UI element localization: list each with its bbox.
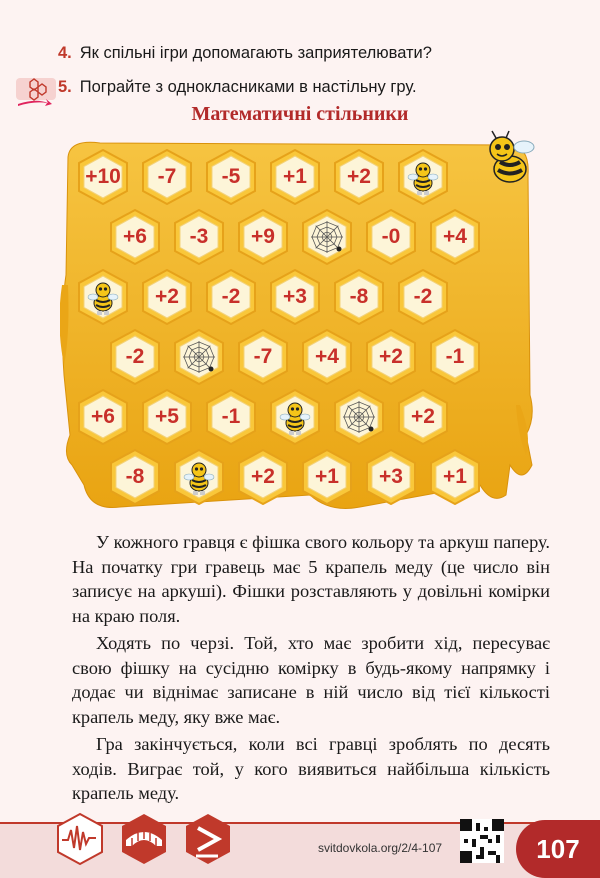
honeycomb-cell [299,329,355,385]
question-5 [58,78,417,97]
question-4 [58,44,432,63]
cell-value: -8 [125,465,145,488]
cell-value: -7 [253,345,273,368]
cell-value: +6 [91,405,115,428]
cell-value: +1 [443,465,467,488]
honeycomb-cell [363,209,419,265]
honeycomb-cell [171,209,227,265]
cell-value: +1 [283,165,307,188]
rules-text [72,530,550,809]
honeycomb-cell [235,329,291,385]
cell-value: +10 [85,165,121,188]
honeycomb-cell [427,449,483,505]
flying-bee-icon [478,129,542,193]
honeycomb-cell [395,389,451,445]
honeycomb-cell [203,149,259,205]
honeycomb-cell [107,449,163,505]
cell-value: -8 [349,285,369,308]
honeycomb-cell [267,269,323,325]
bee-icon [75,269,131,325]
honeycomb-cell [395,269,451,325]
honeycomb-cell [331,389,387,445]
honeycomb-cell [107,329,163,385]
cell-value: +1 [315,465,339,488]
honeycomb-cell [427,209,483,265]
question-text: Як спільні ігри допомагають заприятелювати? [79,44,432,62]
honeycomb-cell [299,209,355,265]
cell-value: +2 [155,285,179,308]
page-number: 107 [516,820,600,878]
honeycomb-cell [267,149,323,205]
honeycomb-cell [235,209,291,265]
footer-url[interactable]: svitdovkola.org/2/4-107 [318,841,443,855]
bee-icon [267,389,323,445]
honeycomb-cell [107,209,163,265]
cell-value: -7 [157,165,177,188]
cell-value: +4 [315,345,339,368]
honeycomb-cell [299,449,355,505]
honeycomb-cell [331,149,387,205]
cell-value: -2 [221,285,241,308]
cell-value: +2 [411,405,435,428]
rules-paragraph: Ходять по черзі. Той, хто має зробити хід, пересуває свою фішку на сусідню комірку в будь-якому напрямку і додає чи віднімає записане в ній число від тієї кількості крапель меду, яку вже має. [72,633,550,727]
cell-value: -2 [125,345,145,368]
honeycomb-cell [171,449,227,505]
bee-icon [395,149,451,205]
cell-value: -2 [413,285,433,308]
rules-paragraph: Гра закінчується, коли всі гравці зроблять по десять ходів. Виграє той, у кого виявиться найбільша кількість крапель меду. [72,734,550,803]
cell-value: +4 [443,225,467,248]
honeycomb-cell [427,329,483,385]
game-title: Математичні стільники [191,103,409,125]
honeycomb-cell [363,329,419,385]
honeycomb-cell [171,329,227,385]
honeycomb-cell [139,149,195,205]
honeycomb-cell [395,149,451,205]
cell-value: +2 [347,165,371,188]
cell-value: +6 [123,225,147,248]
qr-code-icon[interactable] [460,819,504,863]
honeycomb-cell [363,449,419,505]
honeycomb-cell [139,389,195,445]
honeycomb-board [60,135,540,515]
cell-value: -0 [381,225,401,248]
honeycomb-cell [203,269,259,325]
spider-web-icon [299,209,355,265]
cell-value: -1 [221,405,241,428]
cell-value: +9 [251,225,275,248]
honeycomb-cell [235,449,291,505]
spider-web-icon [171,329,227,385]
honeycomb-cell [75,269,131,325]
cell-value: +5 [155,405,179,428]
cell-value: +3 [283,285,307,308]
greater-than-icon [184,812,232,866]
cell-value: +2 [379,345,403,368]
cell-value: -5 [221,165,241,188]
honeycomb-cell [203,389,259,445]
question-number: 5. [58,78,72,96]
honeycomb-cell [75,389,131,445]
bridge-icon [120,812,168,866]
cell-value: -1 [445,345,465,368]
honeycomb-cell [139,269,195,325]
rules-paragraph: У кожного гравця є фішка свого кольору та аркуш паперу. На початку гри гравець має 5 крапель меду (це число він записує на аркуші). Фішки розставляють у довільні комірки на краю поля. [72,532,550,626]
question-text: Пограйте з однокласниками в настільну гру. [79,78,417,96]
question-number: 4. [58,44,72,62]
cell-value: -3 [189,225,209,248]
spider-web-icon [331,389,387,445]
soundwave-icon [56,812,104,866]
cell-value: +2 [251,465,275,488]
honeycomb-cell [267,389,323,445]
bee-icon [171,449,227,505]
honeycomb-cell [331,269,387,325]
honeycomb-cell [75,149,131,205]
cell-value: +3 [379,465,403,488]
